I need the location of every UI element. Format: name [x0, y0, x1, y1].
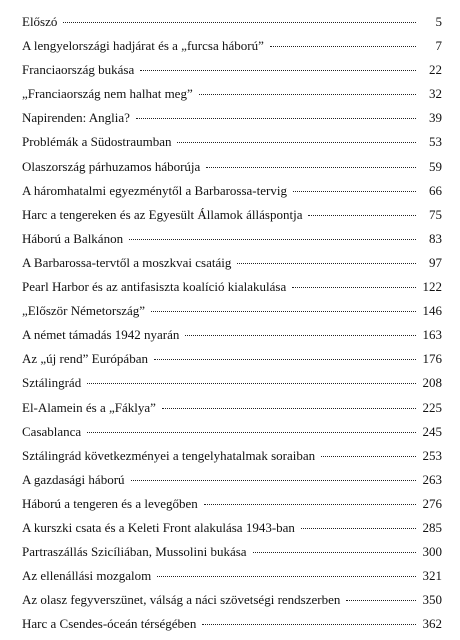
- toc-entry: [22, 496, 442, 520]
- toc-leader-dots: [204, 504, 416, 505]
- toc-entry-page: 300: [422, 544, 442, 560]
- toc-entry-title: A Barbarossa-tervtől a moszkvai csatáig: [22, 254, 232, 270]
- toc-entry: [22, 400, 442, 424]
- toc-entry-title: A lengyelországi hadjárat és a „furcsa háború”: [22, 38, 264, 54]
- toc-entry-page: 350: [422, 592, 442, 608]
- toc-entry-title: Háború a tengeren és a levegőben: [22, 495, 198, 511]
- toc-entry: [22, 520, 442, 544]
- toc-leader-dots: [140, 70, 416, 71]
- toc-leader-dots: [63, 22, 416, 23]
- toc-entry-page: 53: [429, 134, 442, 150]
- toc-entry-title: A német támadás 1942 nyarán: [22, 327, 180, 343]
- toc-entry-page: 285: [422, 519, 442, 535]
- toc-leader-dots: [151, 311, 416, 312]
- toc-entry-title: Olaszország párhuzamos háborúja: [22, 158, 201, 174]
- toc-entry: [22, 255, 442, 279]
- toc-entry-title: Az „új rend” Európában: [22, 351, 148, 367]
- toc-entry-page: 176: [422, 351, 442, 367]
- toc-entry: [22, 207, 442, 231]
- toc-entry-page: 32: [429, 86, 442, 102]
- toc-entry-title: „Franciaország nem halhat meg”: [22, 86, 193, 102]
- toc-entry-title: Az ellenállási mozgalom: [22, 568, 152, 584]
- toc-entry-page: 97: [429, 254, 442, 270]
- toc-leader-dots: [292, 287, 416, 288]
- toc-entry: [22, 303, 442, 327]
- toc-entry-title: Harc a Csendes-óceán térségében: [22, 616, 197, 632]
- toc-entry-title: Sztálingrád: [22, 375, 82, 391]
- toc-leader-dots: [206, 167, 416, 168]
- toc-leader-dots: [199, 94, 416, 95]
- toc-entry-page: 253: [422, 447, 442, 463]
- toc-leader-dots: [270, 46, 416, 47]
- toc-entry: [22, 38, 442, 62]
- toc-entry: [22, 424, 442, 448]
- toc-leader-dots: [346, 600, 416, 601]
- toc-entry-page: 263: [422, 471, 442, 487]
- toc-entry-title: Háború a Balkánon: [22, 230, 124, 246]
- toc-entry: [22, 351, 442, 375]
- toc-leader-dots: [301, 528, 416, 529]
- toc-entry-page: 163: [422, 327, 442, 343]
- toc-entry-title: A háromhatalmi egyezménytől a Barbarossa-tervig: [22, 182, 287, 198]
- toc-leader-dots: [321, 456, 416, 457]
- toc-entry: [22, 62, 442, 86]
- toc-entry-page: 321: [422, 568, 442, 584]
- toc-entry-page: 276: [422, 495, 442, 511]
- toc-entry: [22, 472, 442, 496]
- toc-entry-title: Napirenden: Anglia?: [22, 110, 130, 126]
- toc-entry-title: Sztálingrád következményei a tengelyhatalmak soraiban: [22, 447, 316, 463]
- toc-entry: [22, 231, 442, 255]
- toc-entry: [22, 279, 442, 303]
- toc-entry: [22, 14, 442, 38]
- toc-entry-page: 5: [435, 14, 442, 29]
- toc-leader-dots: [185, 335, 416, 336]
- toc-entry-page: 225: [422, 399, 442, 415]
- toc-entry-page: 83: [429, 230, 442, 246]
- toc-leader-dots: [131, 480, 416, 481]
- toc-entry-title: El-Alamein és a „Fáklya”: [22, 399, 156, 415]
- toc-leader-dots: [237, 263, 416, 264]
- table-of-contents: [22, 14, 442, 640]
- toc-entry: [22, 183, 442, 207]
- toc-entry: [22, 327, 442, 351]
- toc-leader-dots: [162, 408, 416, 409]
- toc-entry-page: 362: [422, 616, 442, 632]
- toc-entry-title: Casablanca: [22, 423, 82, 439]
- toc-entry-title: Franciaország bukása: [22, 62, 135, 78]
- toc-entry-page: 22: [429, 62, 442, 78]
- toc-entry: [22, 544, 442, 568]
- toc-leader-dots: [87, 432, 416, 433]
- toc-entry: [22, 86, 442, 110]
- toc-entry-page: 122: [422, 279, 442, 295]
- toc-entry-title: Harc a tengereken és az Egyesült Államok álláspontja: [22, 206, 303, 222]
- toc-leader-dots: [136, 118, 416, 119]
- toc-entry-title: „Először Németország”: [22, 303, 146, 319]
- toc-leader-dots: [253, 552, 416, 553]
- toc-entry-page: 146: [422, 303, 442, 319]
- toc-entry: [22, 448, 442, 472]
- toc-leader-dots: [154, 359, 416, 360]
- toc-leader-dots: [293, 191, 416, 192]
- toc-leader-dots: [177, 142, 416, 143]
- toc-entry: [22, 375, 442, 399]
- toc-leader-dots: [157, 576, 416, 577]
- toc-entry-title: Előszó: [22, 14, 58, 29]
- toc-entry-page: 66: [429, 182, 442, 198]
- toc-entry-page: 59: [429, 158, 442, 174]
- toc-entry-title: Partraszállás Szicíliában, Mussolini bukása: [22, 544, 247, 560]
- toc-entry-page: 7: [435, 38, 442, 54]
- toc-entry-title: A kurszki csata és a Keleti Front alakulása 1943-ban: [22, 519, 295, 535]
- toc-entry: [22, 110, 442, 134]
- toc-leader-dots: [87, 383, 416, 384]
- toc-entry: [22, 616, 442, 640]
- toc-entry: [22, 568, 442, 592]
- toc-entry-title: Problémák a Südostraumban: [22, 134, 172, 150]
- toc-entry-title: Pearl Harbor és az antifasiszta koalíció kialakulása: [22, 279, 287, 295]
- toc-leader-dots: [129, 239, 416, 240]
- toc-leader-dots: [202, 624, 416, 625]
- toc-entry-title: Az olasz fegyverszünet, válság a náci szövetségi rendszerben: [22, 592, 341, 608]
- toc-entry-page: 245: [422, 423, 442, 439]
- toc-entry-page: 75: [429, 206, 442, 222]
- toc-entry-page: 208: [422, 375, 442, 391]
- toc-entry: [22, 159, 442, 183]
- toc-entry-page: 39: [429, 110, 442, 126]
- toc-entry: [22, 134, 442, 158]
- toc-entry: [22, 592, 442, 616]
- toc-leader-dots: [308, 215, 416, 216]
- toc-entry-title: A gazdasági háború: [22, 471, 125, 487]
